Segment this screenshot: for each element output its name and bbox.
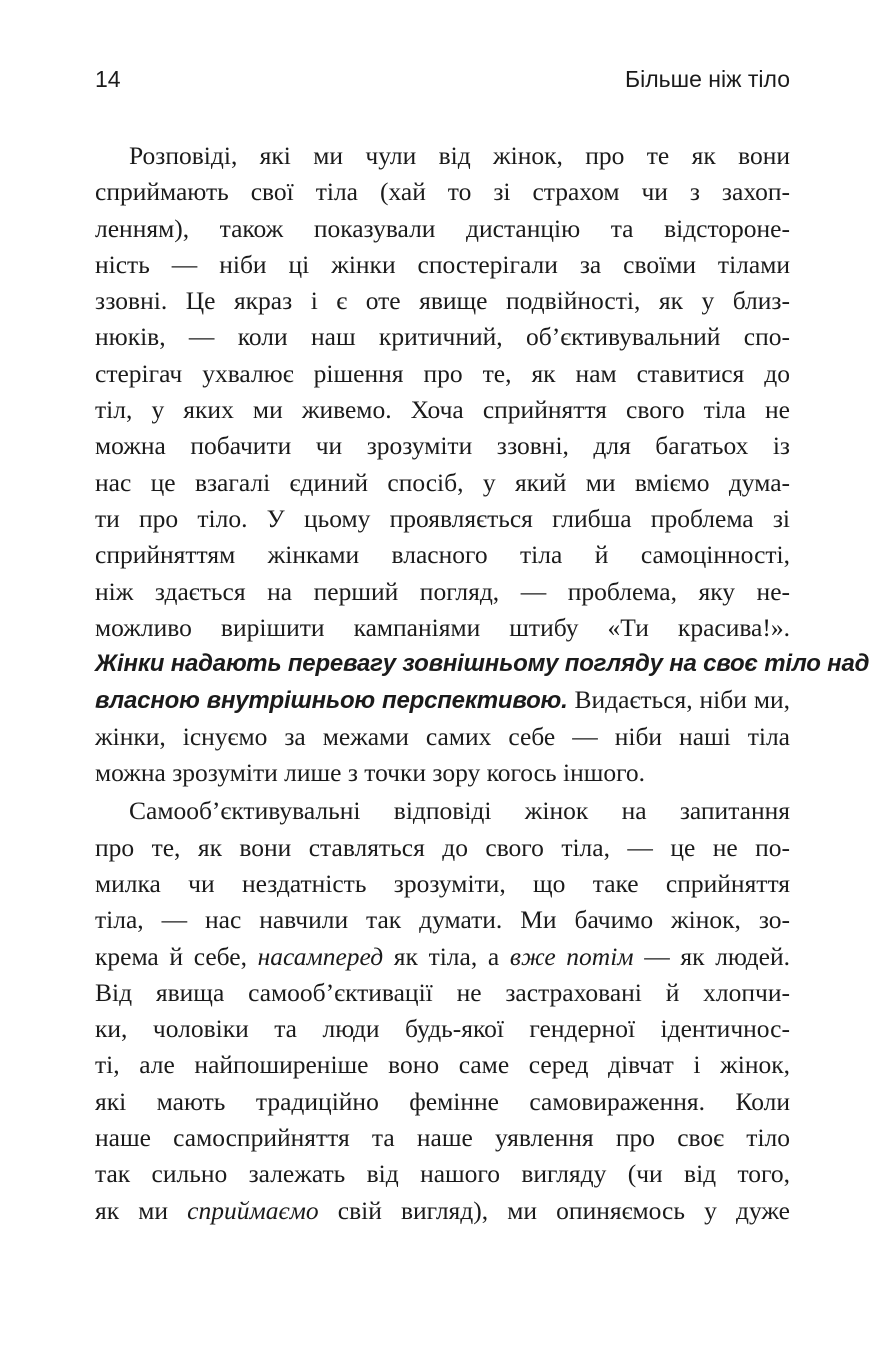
- text-line: жінки, існуємо за межами самих себе — ніби наші тіла: [95, 721, 790, 751]
- text-line: сприймають свої тіла (хай то зі страхом чи з захоп-: [95, 177, 790, 207]
- text-line: стерігач ухвалює рішення про те, як нам ставитися до: [95, 358, 790, 388]
- text-line: Розповіді, які ми чули від жінок, про те як вони: [129, 141, 790, 170]
- body-text: [95, 138, 870, 1229]
- text-line: ті, але найпоширеніше воно саме серед дівчат і жінок,: [95, 1050, 790, 1080]
- text-line: так сильно залежать від нашого вигляду (чи від того,: [95, 1159, 790, 1189]
- page-number: 14: [95, 66, 121, 92]
- text-line: сприйняттям жінками власного тіла й самоцінності,: [95, 540, 790, 570]
- text-line: нюків, — коли наш критичний, об’єктивувальний спо-: [95, 322, 790, 352]
- text-line: ззовні. Це якраз і є оте явище подвійності, як у близ-: [95, 286, 790, 316]
- page-header: [95, 62, 790, 96]
- italic-text: вже потім: [509, 941, 634, 971]
- text-line: крема й себе, насамперед як тіла, а вже потім — як людей.: [95, 941, 790, 971]
- text-line: можливо вирішити кампаніями штибу «Ти красива!».: [95, 612, 790, 642]
- emphasis-line: [95, 646, 870, 682]
- italic-text: сприймаємо: [187, 1195, 319, 1225]
- emphasis-text: Жінки надають перевагу зовнішньому погляду на своє тіло над: [95, 650, 870, 678]
- text-line: нас це взагалі єдиний спосіб, у який ми вміємо дума-: [95, 467, 790, 497]
- text-line: Від явища самооб’єктивації не застраховані й хлопчи-: [95, 977, 790, 1007]
- text-line: ніж здається на перший погляд, — проблема, яку не-: [95, 576, 790, 606]
- text-line: тіла, — нас навчили так думати. Ми бачимо жінок, зо-: [95, 905, 790, 935]
- text-line: власною внутрішньою перспективою. Видається, ніби ми,: [95, 685, 790, 715]
- paragraph-2: [95, 793, 790, 1229]
- italic-text: насамперед: [257, 941, 384, 971]
- text-line: наше самосприйняття та наше уявлення про своє тіло: [95, 1123, 790, 1153]
- text-line: можна побачити чи зрозуміти ззовні, для багатьох із: [95, 431, 790, 461]
- text-line: милка чи нездатність зрозуміти, що таке сприйняття: [95, 868, 790, 898]
- emphasis-text: власною внутрішньою перспективою.: [95, 687, 568, 715]
- running-title: Більше ніж тіло: [625, 66, 790, 92]
- paragraph-1: [95, 138, 870, 791]
- text-line: ність — ніби ці жінки спостерігали за своїми тілами: [95, 249, 790, 279]
- text-line: про те, як вони ставляться до свого тіла, — це не по-: [95, 832, 790, 862]
- text-line: як ми сприймаємо свій вигляд), ми опиняємось у дуже: [95, 1195, 790, 1225]
- text-line: можна зрозуміти лише з точки зору когось іншого.: [95, 758, 646, 788]
- text-line: ти про тіло. У цьому проявляється глибша проблема зі: [95, 503, 790, 533]
- text-line: ленням), також показували дистанцію та відстороне-: [95, 213, 790, 243]
- text-line: ки, чоловіки та люди будь-якої гендерної ідентичнос-: [95, 1014, 790, 1044]
- text-line: тіл, у яких ми живемо. Хоча сприйняття свого тіла не: [95, 395, 790, 425]
- text-line: які мають традиційно фемінне самовираження. Коли: [95, 1086, 790, 1116]
- text-line: Самооб’єктивувальні відповіді жінок на запитання: [129, 796, 790, 826]
